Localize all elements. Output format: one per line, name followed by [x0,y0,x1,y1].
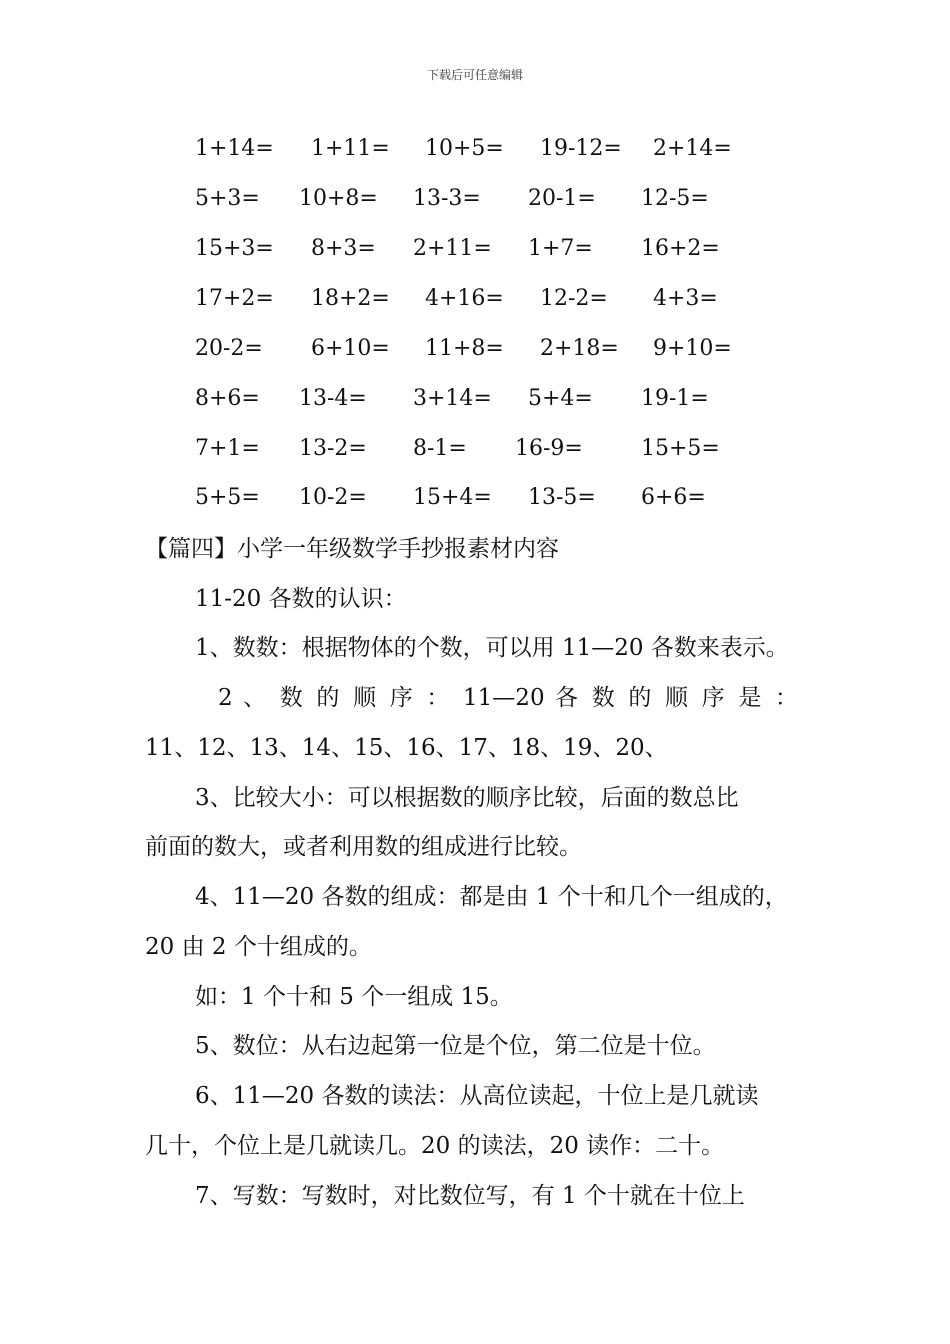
paragraph-line: 20 由 2 个十组成的。 [145,934,372,960]
exercise-item: 12-2= [540,286,608,311]
exercise-row [0,234,950,264]
exercise-item: 2+11= [413,236,492,261]
exercise-item: 10+5= [425,136,504,161]
paragraph-line: 5、数位：从右边起第一位是个位，第二位是十位。 [195,1033,716,1059]
exercise-row [0,434,950,464]
exercise-row [0,334,950,364]
paragraph-line: 11、12、13、14、15、16、17、18、19、20、 [145,735,668,761]
exercise-item: 11+8= [425,336,504,361]
exercise-item: 13-4= [299,386,367,411]
paragraph-line: 7、写数：写数时，对比数位写，有 1 个十就在十位上 [195,1183,745,1209]
paragraph-line: 几十，个位上是几就读几。20 的读法，20 读作：二十。 [145,1133,725,1159]
exercise-item: 19-12= [540,136,622,161]
paragraph-line: 11-20 各数的认识： [195,586,407,612]
exercise-item: 10+8= [299,186,378,211]
exercise-item: 9+10= [653,336,732,361]
exercise-item: 15+3= [195,236,274,261]
exercise-item: 12-5= [641,186,709,211]
exercise-item: 5+4= [528,386,593,411]
paragraph-line: 1、数数：根据物体的个数，可以用 11—20 各数来表示。 [195,635,789,661]
exercise-item: 1+14= [195,136,274,161]
exercise-item: 15+5= [641,436,720,461]
exercise-item: 2+14= [653,136,732,161]
page-header: 下载后可任意编辑 [426,68,523,82]
exercise-item: 17+2= [195,286,274,311]
exercise-item: 8-1= [413,436,467,461]
exercise-item: 7+1= [195,436,260,461]
exercise-item: 3+14= [413,386,492,411]
exercise-item: 19-1= [641,386,709,411]
exercise-row [0,384,950,414]
paragraph-line: 前面的数大，或者利用数的组成进行比较。 [145,834,582,860]
exercise-item: 6+6= [641,485,706,510]
paragraph-line: 4、11—20 各数的组成：都是由 1 个十和几个一组成的， [195,884,788,910]
exercise-item: 1+7= [528,236,593,261]
section-title: 【篇四】小学一年级数学手抄报素材内容 [145,536,559,562]
exercise-item: 10-2= [299,485,367,510]
exercise-item: 6+10= [311,336,390,361]
exercise-item: 4+16= [425,286,504,311]
exercise-item: 8+3= [311,236,376,261]
exercise-item: 15+4= [413,485,492,510]
exercise-item: 4+3= [653,286,718,311]
exercise-item: 20-1= [528,186,596,211]
exercise-item: 8+6= [195,386,260,411]
exercise-row [0,284,950,314]
exercise-row [0,483,950,513]
exercise-item: 18+2= [311,286,390,311]
exercise-row [0,184,950,214]
paragraph-line: 如：1 个十和 5 个一组成 15。 [195,984,513,1010]
exercise-item: 20-2= [195,336,263,361]
exercise-item: 13-5= [528,485,596,510]
exercise-item: 13-2= [299,436,367,461]
exercise-item: 2+18= [540,336,619,361]
exercise-item: 1+11= [311,136,390,161]
exercise-item: 13-3= [413,186,481,211]
exercise-item: 16+2= [641,236,720,261]
exercise-item: 5+5= [195,485,260,510]
exercise-item: 16-9= [515,436,583,461]
paragraph-line: 6、11—20 各数的读法：从高位读起，十位上是几就读 [195,1083,759,1109]
exercise-row [0,134,950,164]
exercise-item: 5+3= [195,186,260,211]
paragraph-line: 2 、 数 的 顺 序 ： 11—20 各 数 的 顺 序 是 ： [218,685,798,711]
paragraph-line: 3、比较大小：可以根据数的顺序比较，后面的数总比 [195,785,739,811]
